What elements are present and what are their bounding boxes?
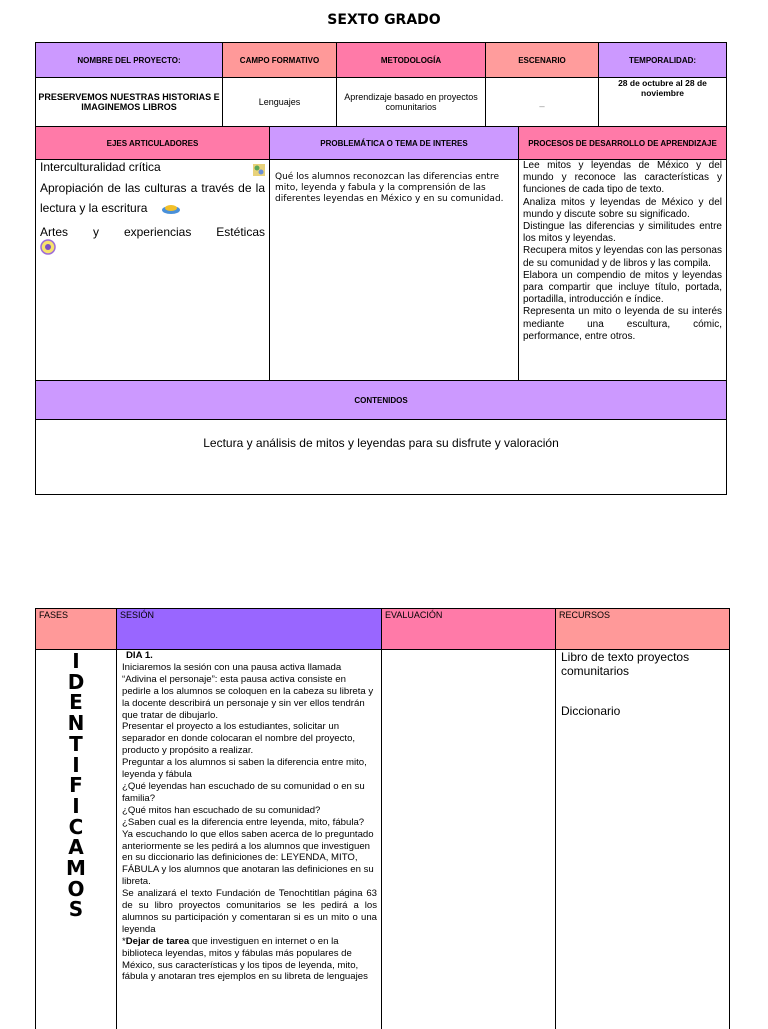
value-metodologia: Aprendizaje basado en proyectos comunitarios bbox=[336, 77, 486, 127]
sesion-paragraph: Presentar el proyecto a los estudiantes, solicitar un separador en donde colocaran el nombre del proyecto, producto y propósito a realizar. bbox=[122, 721, 356, 757]
header-recursos: RECURSOS bbox=[555, 608, 730, 650]
proceso-item: Lee mitos y leyendas de México y del mundo y reconoce las características y funciones de cada tipo de texto. bbox=[523, 160, 722, 196]
culturas-icon bbox=[161, 203, 181, 215]
tarea-prefix: * bbox=[122, 935, 126, 947]
tarea-paragraph bbox=[122, 936, 377, 984]
header-sesion: SESIÓN bbox=[116, 608, 382, 650]
fase-letter: F bbox=[69, 773, 83, 798]
interculturalidad-icon bbox=[253, 164, 265, 176]
contenidos-header: CONTENIDOS bbox=[35, 380, 727, 420]
procesos-cell bbox=[518, 159, 727, 381]
proceso-item: Analiza mitos y leyendas de México y del mundo y discute sobre su significado. bbox=[523, 196, 722, 220]
proceso-item: Elabora un compendio de mitos y leyendas para compartir que incluye título, portada, portadilla, introducción e índice. bbox=[523, 269, 722, 306]
eje-interculturalidad: Interculturalidad crítica bbox=[40, 160, 161, 174]
tarea-text: que investiguen en internet o en la biblioteca leyendas, mitos y fábulas más populares de México, sus características y los tipos de leyenda, mito, fábula y anotaran tres ejemplos en su libreta de lenguajes bbox=[122, 935, 368, 983]
page-title: SEXTO GRADO bbox=[327, 12, 441, 28]
dia-label: DIA 1. bbox=[126, 650, 153, 661]
sesion-paragraph: ¿Qué leyendas han escuchado de su comunidad o en su familia? bbox=[122, 780, 365, 804]
value-nombre: PRESERVEMOS NUESTRAS HISTORIAS E IMAGINEMOS LIBROS bbox=[35, 77, 223, 127]
header-problematica: PROBLEMÁTICA O TEMA DE INTERES bbox=[269, 126, 519, 160]
sesion-paragraph: ¿Qué mitos han escuchado de su comunidad? bbox=[122, 804, 321, 816]
header-ejes: EJES ARTICULADORES bbox=[35, 126, 270, 160]
recursos-cell bbox=[555, 649, 730, 1029]
fase-letter: C bbox=[68, 814, 84, 839]
fase-letter: I bbox=[72, 793, 80, 818]
fases-cell bbox=[35, 649, 117, 1029]
sesion-paragraph: Preguntar a los alumnos si saben la diferencia entre mito, leyenda y fábula bbox=[122, 757, 367, 781]
eje-artes: Artes y experiencias Estéticas bbox=[40, 225, 265, 239]
sesion-cell bbox=[116, 649, 382, 1029]
proceso-item: Representa un mito o leyenda de su interés mediante una escultura, cómic, performance, entre otros. bbox=[523, 306, 722, 342]
value-campo: Lenguajes bbox=[222, 77, 337, 127]
fase-letter: I bbox=[72, 649, 80, 673]
problematica-cell bbox=[269, 159, 519, 381]
fase-letter: D bbox=[67, 669, 85, 694]
fase-letter: M bbox=[66, 856, 86, 881]
header-nombre: NOMBRE DEL PROYECTO: bbox=[35, 42, 223, 78]
header-temporalidad: TEMPORALIDAD: bbox=[598, 42, 727, 78]
proceso-item: Distingue las diferencias y similitudes entre los mitos y leyendas. bbox=[523, 221, 722, 245]
fase-letter: S bbox=[68, 897, 84, 922]
header-fases: FASES bbox=[35, 608, 117, 650]
sesion-paragraph: ¿Saben cual es la diferencia entre leyenda, mito, fábula? bbox=[122, 816, 365, 828]
contenidos-cell bbox=[35, 419, 727, 495]
sesion-paragraph: Se analizará el texto Fundación de Tenochtitlan página 63 de su libro proyectos comunitarios se les pedirá a los alumnos su participación y comentaran si es un mito o una leyenda bbox=[122, 888, 377, 935]
sesion-paragraph: Ya escuchando lo que ellos saben acerca de lo preguntado anteriormente se les pedirá a los alumnos que investiguen en su diccionario las definiciones de: LEYENDA, MITO, FÁBULA y los alumnos que anotaran las definiciones en su libreta. bbox=[122, 828, 374, 888]
fase-letter: A bbox=[68, 835, 84, 860]
header-metodologia: METODOLOGÍA bbox=[336, 42, 486, 78]
sesion-paragraph: Iniciaremos la sesión con una pausa activa llamada “Adivina el personaje”: esta pausa activa consiste en pedirle a los alumnos se coloquen en la cabeza su libreta y la docente describirá un personaje y sin ver ellos tendrán que tratar de dibujarlo. bbox=[122, 661, 374, 721]
header-evaluacion: EVALUACIÓN bbox=[381, 608, 556, 650]
value-temporalidad: 28 de octubre al 28 de noviembre bbox=[598, 77, 727, 127]
recurso-item: Diccionario bbox=[561, 704, 621, 718]
proceso-item: Recupera mitos y leyendas con las personas de su comunidad y de libros y las compila. bbox=[523, 245, 722, 269]
contenidos-text: Lectura y análisis de mitos y leyendas para su disfrute y valoración bbox=[203, 436, 559, 450]
problematica-text: Qué los alumnos reconozcan las diferencias entre mito, leyenda y fabula y la comprensión de las diferentes leyendas en México y en su comunidad. bbox=[275, 172, 504, 204]
fase-letter: I bbox=[72, 752, 80, 777]
header-campo: CAMPO FORMATIVO bbox=[222, 42, 337, 78]
fase-identificamos bbox=[36, 651, 116, 920]
recurso-item: Libro de texto proyectos comunitarios bbox=[561, 650, 690, 678]
fase-letter: T bbox=[69, 731, 83, 756]
fase-letter: O bbox=[67, 876, 85, 901]
fase-letter: N bbox=[67, 711, 85, 736]
header-escenario: ESCENARIO bbox=[485, 42, 599, 78]
value-escenario: _ bbox=[485, 77, 599, 127]
evaluacion-cell bbox=[381, 649, 556, 1029]
eje-apropiacion: Apropiación de las culturas a través de la lectura y la escritura bbox=[40, 181, 265, 215]
header-procesos: PROCESOS DE DESARROLLO DE APRENDIZAJE bbox=[518, 126, 727, 160]
tarea-label: Dejar de tarea bbox=[125, 935, 190, 947]
fase-letter: E bbox=[69, 690, 83, 715]
ejes-cell bbox=[35, 159, 270, 381]
